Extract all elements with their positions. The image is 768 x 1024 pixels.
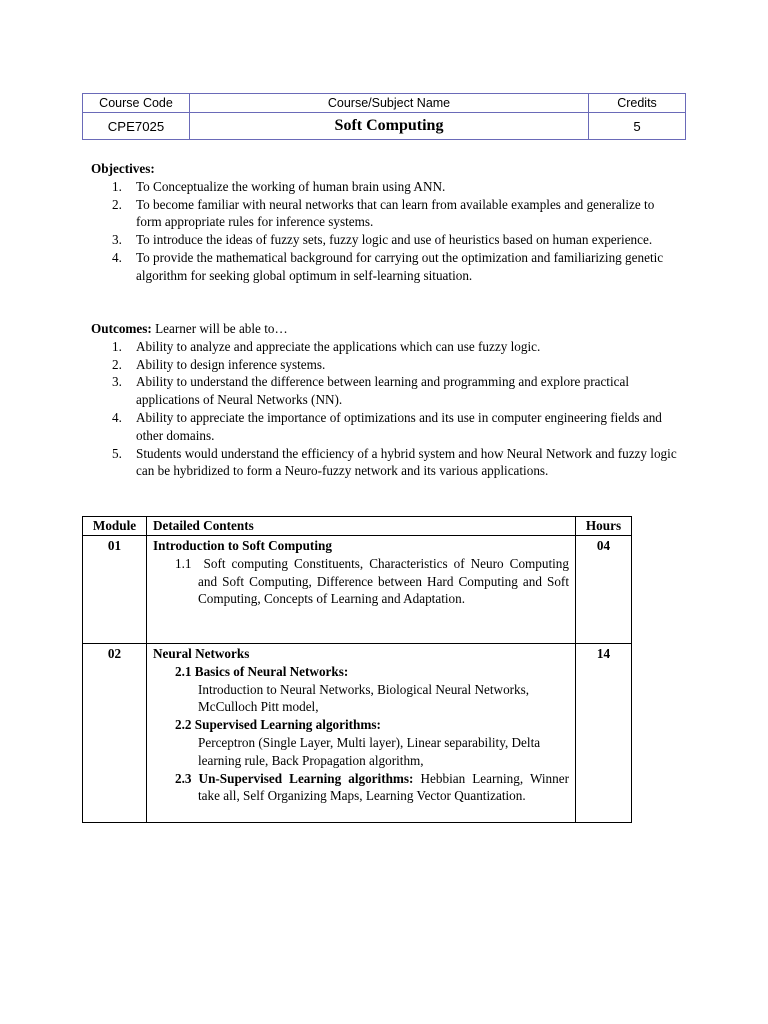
objective-number: 4. [112,249,122,265]
module-number: 01 [83,536,147,644]
outcomes-heading: Outcomes: [91,321,152,336]
outcome-item [91,373,681,409]
outcome-number: 2. [112,356,122,372]
objectives-section [91,160,681,285]
section-text: Introduction to Neural Networks, Biological Neural Networks, McCulloch Pitt model, [198,681,530,715]
section-title: 2.1 Basics of Neural Networks: [175,663,349,679]
course-code-header: Course Code [83,94,190,113]
credits-header: Credits [589,94,686,113]
outcome-text: Students would understand the efficiency of a hybrid system and how Neural Network and fuzzy logic can be hybridized to form a Neuro-fuzzy network and its various applications. [136,445,677,479]
section-label: 1.1 [175,555,192,571]
course-header-table [82,93,686,140]
section-body: Hebbian Learning, Winner take all, Self Organizing Maps, Learning Vector Quantization. [198,770,569,804]
objective-text: To introduce the ideas of fuzzy sets, fuzzy logic and use of heuristics based on human experience. [136,232,653,248]
outcomes-heading-line [91,320,681,338]
modules-header-row [83,517,632,536]
module-title: Neural Networks [153,646,250,661]
table-row [83,536,632,644]
outcome-text: Ability to understand the difference between learning and programming and explore practical applications of Neural Networks (NN). [136,374,630,408]
section-body: Soft computing Constituents, Characteristics of Neuro Computing and Soft Computing, Difference between Hard Computing and Soft Computing, Concepts of Learning and Adaptation. [198,555,569,607]
outcome-item [91,356,681,374]
module-number: 02 [83,644,147,823]
table-row [83,644,632,823]
course-name-value: Soft Computing [190,113,589,140]
objective-item [91,231,681,249]
outcomes-list [91,338,681,480]
objective-text: To Conceptualize the working of human brain using ANN. [136,178,446,194]
outcome-item [91,338,681,356]
outcome-number: 4. [112,409,122,425]
objective-item [91,196,681,232]
course-name-header: Course/Subject Name [190,94,589,113]
module-column-header: Module [83,517,147,536]
contents-column-header: Detailed Contents [147,517,576,536]
section-title: 2.3 Un-Supervised Learning algorithms: [175,770,414,786]
module-contents [147,536,576,644]
course-header-row [83,94,686,113]
credits-value: 5 [589,113,686,140]
outcome-text: Ability to appreciate the importance of optimizations and its use in computer engineering fields and other domains. [136,409,662,443]
modules-table [82,516,632,823]
objective-number: 1. [112,178,122,194]
outcome-item [91,409,681,445]
objectives-list [91,178,681,285]
section-text [153,770,569,806]
section-title: 2.2 Supervised Learning algorithms: [175,717,381,733]
outcome-text: Ability to analyze and appreciate the applications which can use fuzzy logic. [136,338,541,354]
section-text [153,555,569,608]
objectives-heading: Objectives: [91,161,155,176]
objective-text: To become familiar with neural networks that can learn from available examples and generalize to form appropriate rules for inference systems. [136,196,655,230]
module-hours: 14 [576,644,632,823]
outcome-number: 1. [112,338,122,354]
module-title: Introduction to Soft Computing [153,538,332,553]
outcomes-section [91,320,681,480]
section-text: Perceptron (Single Layer, Multi layer), Linear separability, Delta learning rule, Back Propagation algorithm, [198,734,541,768]
objective-item [91,249,681,285]
objective-number: 3. [112,232,122,248]
outcome-item [91,445,681,481]
objective-number: 2. [112,196,122,212]
course-code-value: CPE7025 [83,113,190,140]
objective-item [91,178,681,196]
objective-text: To provide the mathematical background for carrying out the optimization and familiarizing genetic algorithm for seeking global optimum in self-learning situation. [136,249,664,283]
hours-column-header: Hours [576,517,632,536]
course-value-row [83,113,686,140]
outcomes-intro: Learner will be able to… [151,321,288,336]
outcome-number: 3. [112,374,122,390]
outcome-number: 5. [112,445,122,461]
module-contents [147,644,576,823]
module-hours: 04 [576,536,632,644]
outcome-text: Ability to design inference systems. [136,356,326,372]
